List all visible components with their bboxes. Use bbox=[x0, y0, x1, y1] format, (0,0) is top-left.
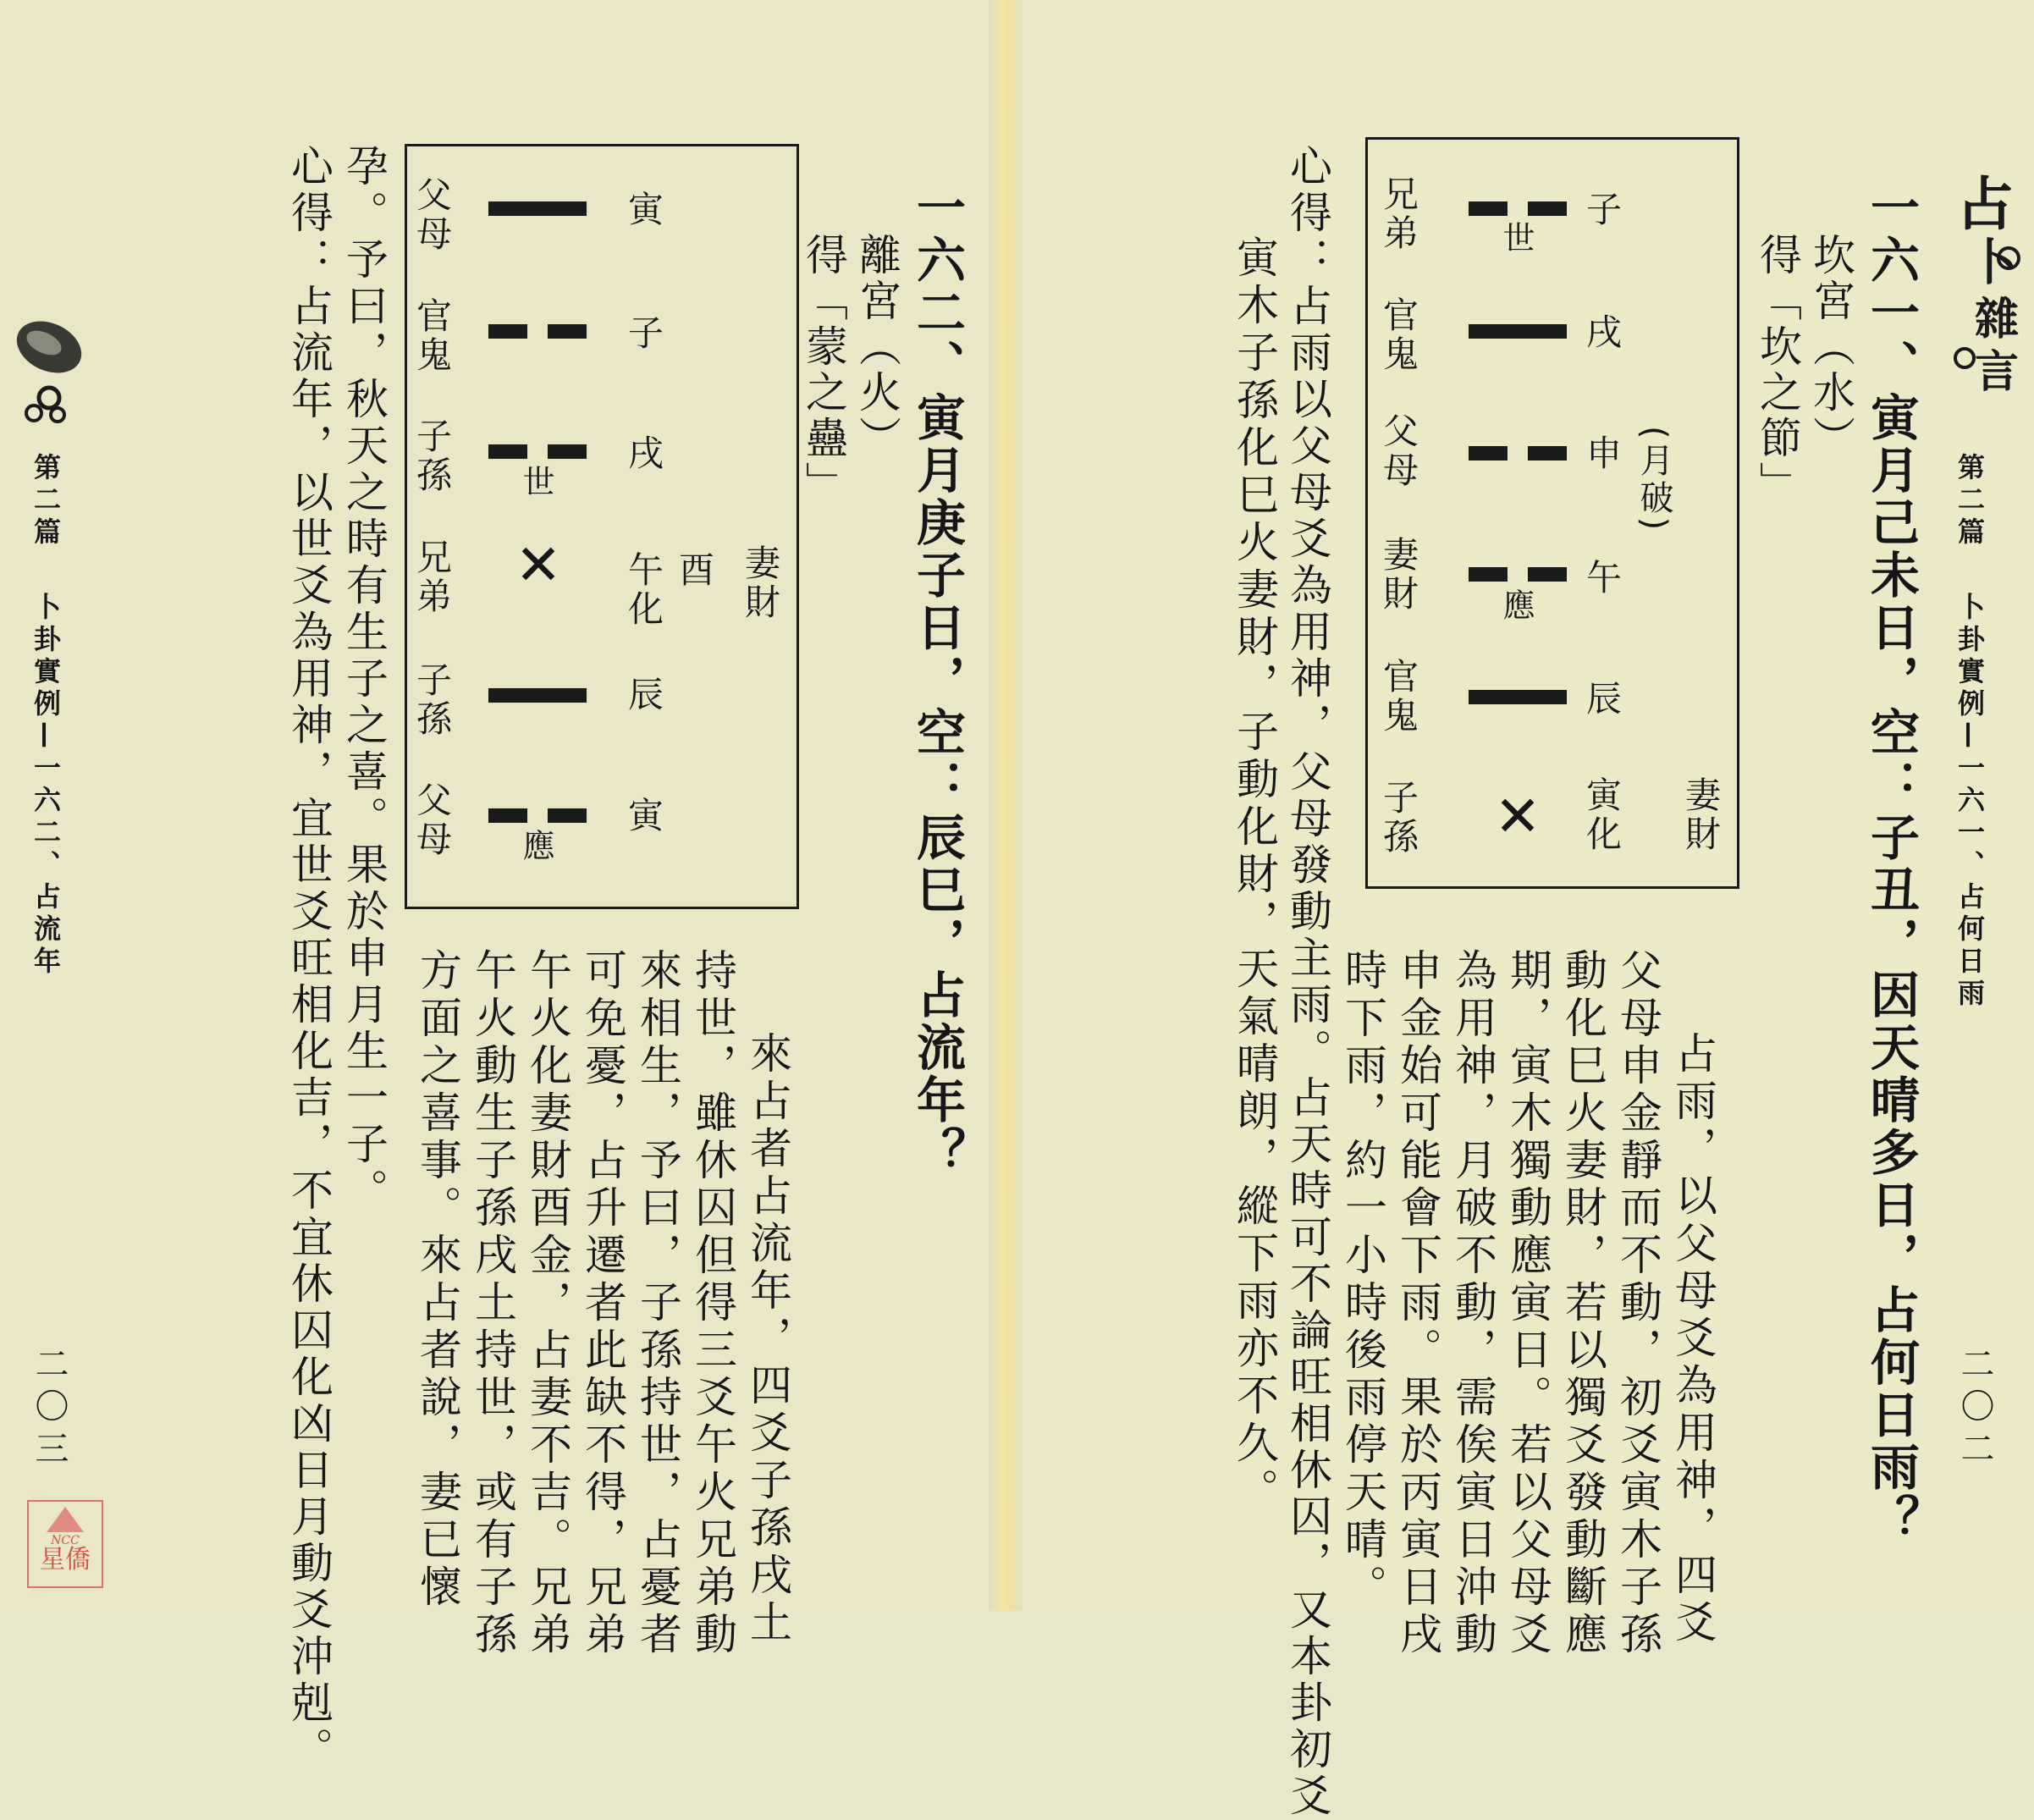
right-ying-marker: 應 bbox=[1497, 588, 1535, 624]
left-hexagram: 得「蒙之蠱」 bbox=[799, 233, 848, 507]
coins-icon bbox=[0, 296, 85, 423]
right-case-title: 一六一、寅月己未日，空：子丑，因天晴多日，占何日雨？ bbox=[1862, 182, 1920, 1547]
left-change-branch: 午化 bbox=[623, 551, 664, 629]
left-line-2-yang bbox=[488, 688, 587, 703]
left-body-line-5: 午火化妻財酉金，占妻不吉。兄弟 bbox=[523, 948, 572, 1659]
left-header-part: 第二篇 bbox=[30, 453, 62, 549]
left-line-3-moving-x-icon: ✕ bbox=[515, 532, 562, 598]
left-ying-marker: 應 bbox=[517, 829, 554, 864]
right-branch-4: 午 bbox=[1581, 559, 1623, 598]
left-body-line-3: 來相生，予曰，子孫持世，占憂者 bbox=[633, 948, 682, 1659]
left-relative-2: 官鬼 bbox=[411, 297, 453, 375]
left-branch-5: 辰 bbox=[623, 676, 664, 714]
right-relative-5: 官鬼 bbox=[1378, 658, 1419, 736]
left-palace: 離宮（火） bbox=[852, 233, 901, 461]
right-body-line-2: 父母申金靜而不動，初爻寅木子孫 bbox=[1613, 948, 1662, 1659]
left-body-line-7: 方面之喜事。來占者說，妻已懷 bbox=[413, 948, 462, 1612]
right-branch-5: 辰 bbox=[1581, 680, 1623, 719]
right-line-2-yang bbox=[1469, 690, 1567, 704]
right-line-6-yin bbox=[1469, 201, 1567, 216]
svg-text:雜: 雜 bbox=[1975, 294, 2020, 345]
left-branch-2: 子 bbox=[623, 314, 664, 353]
logo-art-icon bbox=[1949, 165, 2026, 419]
right-branch-3: 申 bbox=[1581, 434, 1623, 473]
svg-text:言: 言 bbox=[1975, 346, 2020, 398]
right-branch-1: 子 bbox=[1581, 190, 1623, 229]
right-relative-3: 父母 bbox=[1378, 412, 1419, 490]
left-xinde-line: 心得：占流年，以世爻為用神，宜世爻旺相化吉，不宜休囚化凶日月動爻沖剋。 bbox=[284, 144, 333, 1773]
left-change-label: 酉 bbox=[674, 551, 715, 590]
left-relative-6: 父母 bbox=[411, 781, 453, 859]
left-change-relative: 妻財 bbox=[740, 544, 781, 622]
right-body-line-4: 期，寅木獨動應寅日。若以父母爻 bbox=[1503, 948, 1552, 1659]
right-page-number: 二〇二 bbox=[1955, 1346, 1994, 1473]
left-branch-6: 寅 bbox=[623, 797, 664, 836]
right-month-break: (月破) bbox=[1634, 426, 1673, 534]
left-shi-marker: 世 bbox=[517, 465, 554, 500]
book-logo bbox=[1949, 165, 2026, 419]
library-stamp bbox=[27, 1500, 103, 1588]
right-body-line-6: 申金始可能會下雨。果於丙寅日戌 bbox=[1393, 948, 1442, 1659]
left-relative-1: 父母 bbox=[411, 176, 453, 254]
left-body-line-1: 來占者占流年，四爻子孫戌土 bbox=[743, 1031, 792, 1647]
left-relative-3: 子孫 bbox=[411, 417, 453, 495]
left-page-number: 二〇三 bbox=[30, 1346, 69, 1473]
right-line-5-yang bbox=[1469, 324, 1567, 339]
left-body2-line-1: 孕。予曰，秋天之時有生子之喜。果於申月生一子。 bbox=[339, 144, 389, 1215]
right-xinde-line-2: 寅木子孫化巳火妻財，子動化財，天氣晴朗，縱下雨亦不久。 bbox=[1230, 235, 1279, 1515]
left-line-4-yin bbox=[488, 444, 587, 459]
right-body-line-1: 占雨，以父母爻為用神，四爻 bbox=[1668, 1031, 1717, 1647]
right-line-1-moving-x-icon: ✕ bbox=[1494, 784, 1541, 849]
left-line-1-yin bbox=[488, 808, 587, 823]
right-line-4-yin bbox=[1469, 446, 1567, 461]
right-body-line-7: 時下雨，約一小時後雨停天晴。 bbox=[1338, 948, 1387, 1612]
left-branch-3: 戌 bbox=[623, 434, 664, 473]
right-body-line-5: 為用神，月破不動，需俟寅日沖動 bbox=[1448, 948, 1497, 1659]
right-change-branch: 寅化 bbox=[1581, 776, 1623, 854]
svg-text:占: 占 bbox=[1956, 171, 2015, 239]
left-body-line-6: 午火動生子孫戌土持世，或有子孫 bbox=[468, 948, 517, 1659]
left-branch-1: 寅 bbox=[623, 190, 664, 229]
left-header-section: 卜卦實例—一六二、占流年 bbox=[30, 593, 62, 979]
right-header-part: 第二篇 bbox=[1954, 453, 1986, 549]
right-change-relative: 妻財 bbox=[1680, 776, 1722, 854]
right-relative-2: 官鬼 bbox=[1378, 296, 1419, 374]
left-body-line-4: 可免憂，占升遷者此缺不得，兄弟 bbox=[578, 948, 627, 1659]
stamp-ncc: NCC bbox=[51, 1534, 80, 1547]
coin-decoration bbox=[0, 296, 85, 423]
right-body-line-3: 動化巳火妻財，若以獨爻發動斷應 bbox=[1558, 948, 1607, 1659]
right-xinde-line-1: 心得：占雨以父母爻為用神，父母發動主雨。占天時可不論旺相休囚，又本卦初爻 bbox=[1283, 144, 1332, 1820]
stamp-triangle-icon bbox=[47, 1507, 84, 1532]
right-relative-6: 子孫 bbox=[1378, 779, 1419, 857]
left-hexagram-chart bbox=[405, 144, 799, 909]
right-hexagram: 得「坎之節」 bbox=[1753, 233, 1802, 507]
right-shi-marker: 世 bbox=[1497, 221, 1535, 256]
right-header-section: 卜卦實例—一六一、占何日雨 bbox=[1954, 593, 1986, 1011]
right-branch-2: 戌 bbox=[1581, 313, 1623, 352]
right-line-3-yin bbox=[1469, 567, 1567, 582]
left-line-6-yang bbox=[488, 201, 587, 216]
left-body-line-2: 持世，雖休囚但得三爻午火兄弟動 bbox=[688, 948, 737, 1659]
left-case-title: 一六二、寅月庚子日，空：辰巳，占流年？ bbox=[908, 182, 966, 1179]
book-gutter bbox=[989, 0, 1023, 1611]
right-relative-4: 妻財 bbox=[1378, 536, 1419, 614]
right-hexagram-chart bbox=[1365, 137, 1739, 889]
left-relative-4: 兄弟 bbox=[411, 538, 453, 616]
left-relative-5: 子孫 bbox=[411, 661, 453, 739]
right-palace: 坎宮（水） bbox=[1806, 233, 1855, 461]
stamp-name: 星僑 bbox=[40, 1545, 91, 1575]
svg-text:卜: 卜 bbox=[1968, 234, 2018, 291]
right-page bbox=[1011, 0, 2034, 1820]
left-page bbox=[0, 0, 1011, 1773]
left-line-5-yin bbox=[488, 324, 587, 339]
right-relative-1: 兄弟 bbox=[1378, 175, 1419, 253]
